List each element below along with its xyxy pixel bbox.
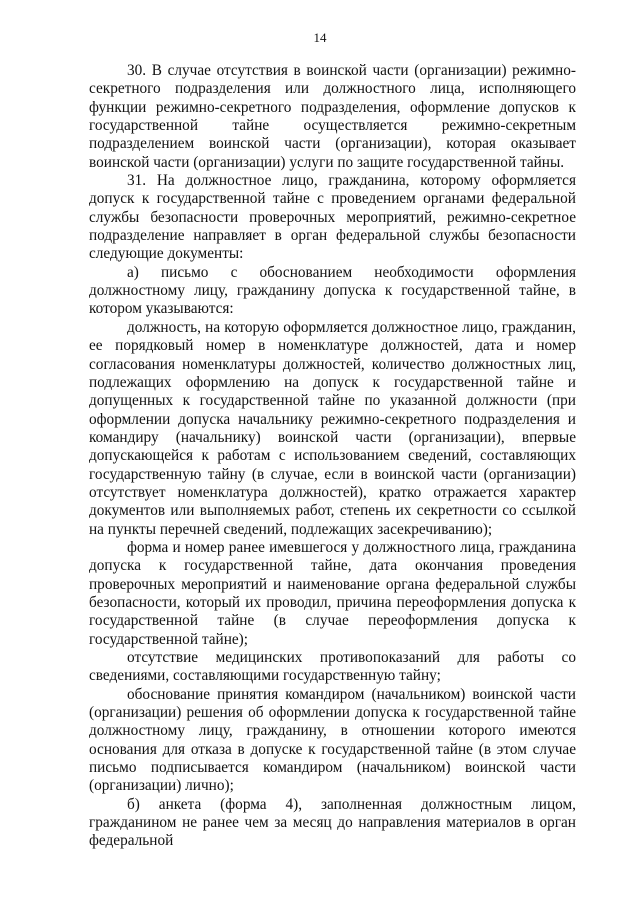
paragraph-previous-clearance: форма и номер ранее имевшегося у должностного лица, гражданина допуска к государственной тайне, дата окончания проведения проверочных мероприятий и наименование органа федеральной службы безопасности, который их проводил, причина переоформления допуска к государственной тайне (в случае переоформления допуска к государственной тайне); bbox=[89, 538, 576, 648]
paragraph-medical-contraindications: отсутствие медицинских противопоказаний для работы со сведениями, составляющими государственную тайну; bbox=[89, 649, 576, 685]
paragraph-subitem-b: б) анкета (форма 4), заполненная должностным лицом, гражданином не ранее чем за месяц до направления материалов в орган федеральной bbox=[89, 795, 576, 850]
paragraph-item-31: 31. На должностное лицо, гражданина, которому оформляется допуск к государственной тайне с проведением органами федеральной службы безопасности проверочных мероприятий, режимно-секретное подразделение направляет в орган федеральной службы безопасности следующие документы: bbox=[89, 172, 576, 263]
paragraph-commander-justification: обоснование принятия командиром (начальником) воинской части (организации) решения об оформлении допуска к государственной тайне должностному лицу, гражданину, в отношении которого имеются основания для отказа в допуске к государственной тайне (в этом случае письмо подписывается командиром (начальником) воинской части (организации) лично); bbox=[89, 685, 576, 795]
document-body bbox=[89, 62, 576, 851]
page-number: 14 bbox=[313, 30, 327, 45]
paragraph-subitem-a: а) письмо с обоснованием необходимости оформления должностному лицу, гражданину допуска к государственной тайне, в котором указываются: bbox=[89, 263, 576, 318]
paragraph-item-30: 30. В случае отсутствия в воинской части (организации) режимно-секретного подразделения или должностного лица, исполняющего функции режимно-секретного подразделения, оформление допусков к государственной тайне осуществляется режимно-секретным подразделением воинской части (организации), которая оказывает воинской части (организации) услуги по защите государственной тайны. bbox=[89, 62, 576, 171]
paragraph-position-details: должность, на которую оформляется должностное лицо, гражданин, ее порядковый номер в номенклатуре должностей, дата и номер согласования номенклатуры должностей, количество должностных лиц, подлежащих оформлению на допуск к государственной тайне и допущенных к государственной тайне по указанной должности (при оформлении допуска начальнику режимно-секретного подразделения и командиру (начальнику) воинской части (организации), впервые допускающейся к работам с использованием сведений, составляющих государственную тайну (в случае, если в воинской части (организации) отсутствует номенклатура должностей), кратко отражается характер документов или выполняемых работ, степень их секретности со ссылкой на пункты перечней сведений, подлежащих засекречиванию); bbox=[89, 318, 576, 538]
